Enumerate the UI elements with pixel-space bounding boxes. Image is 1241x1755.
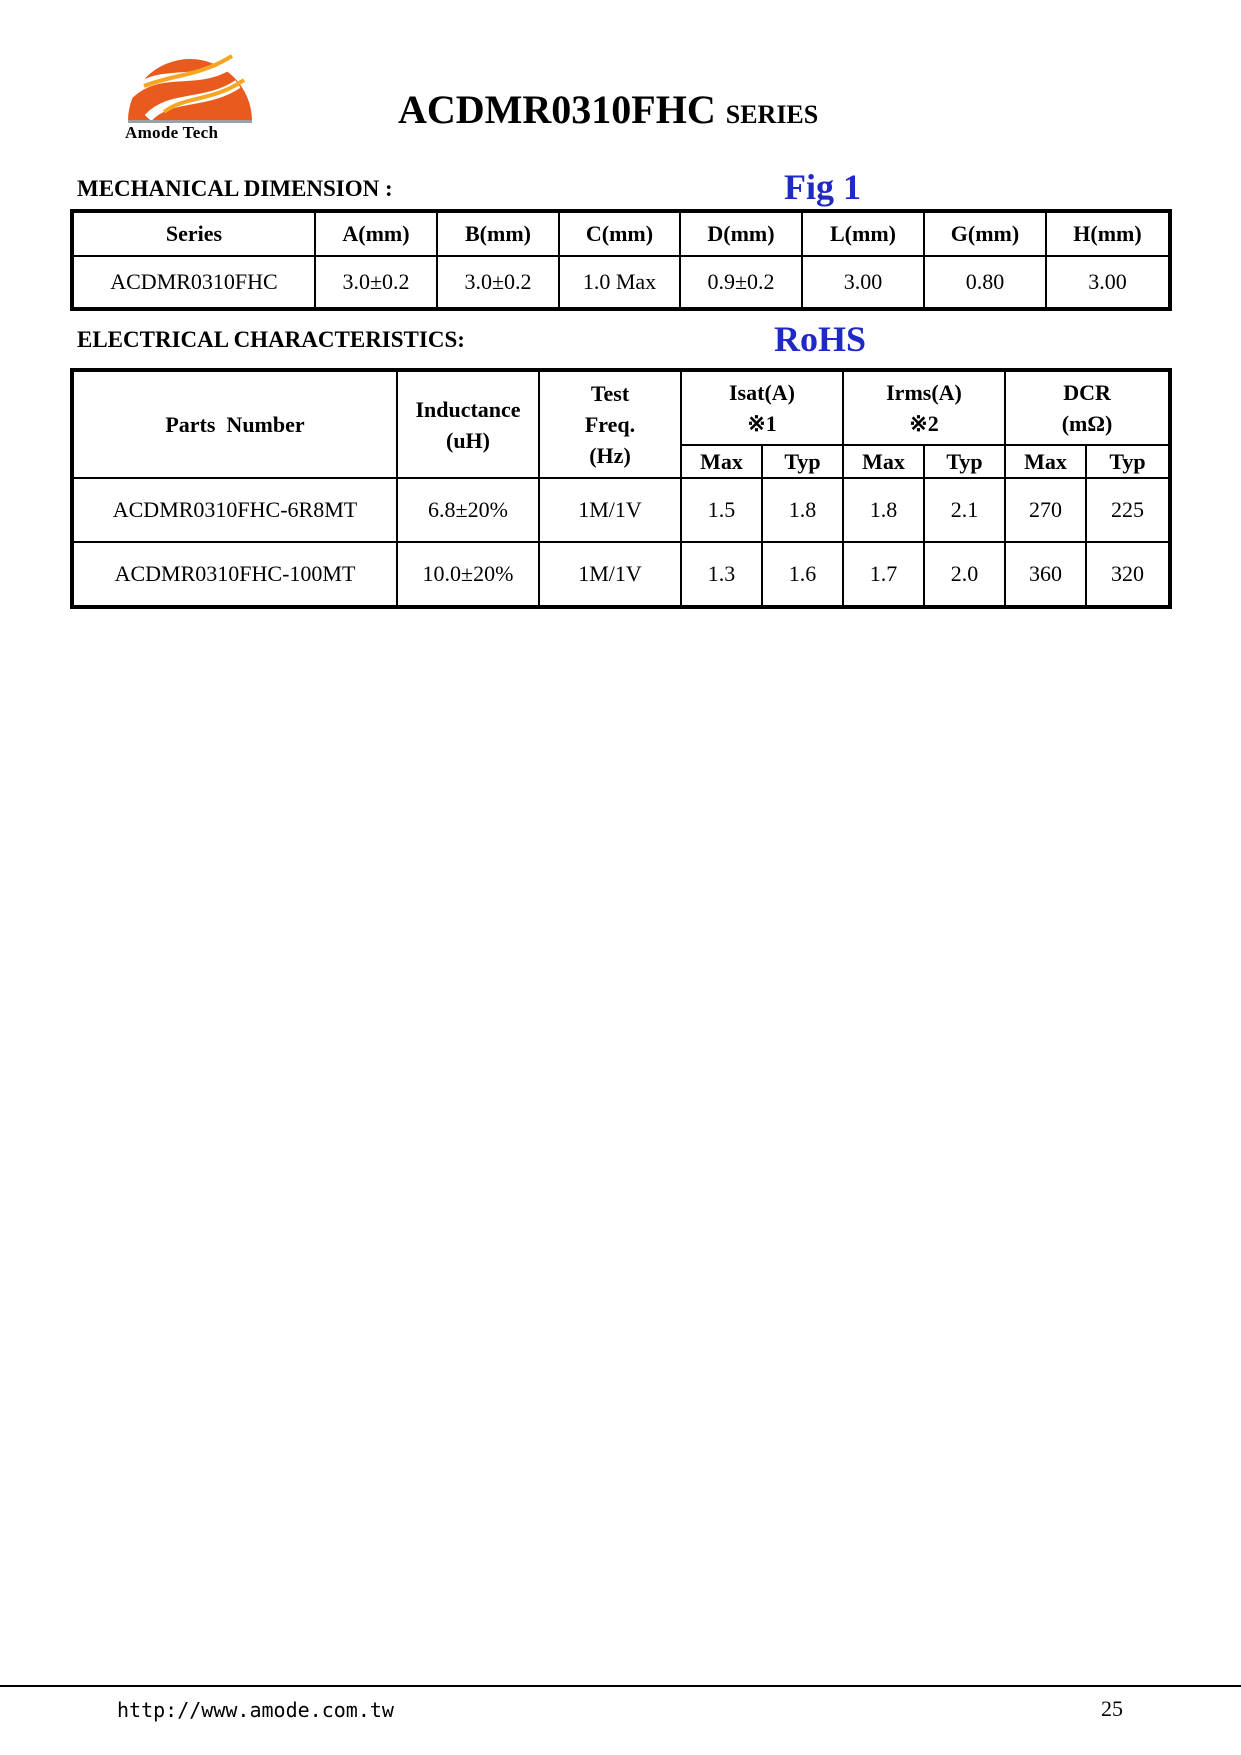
fig-label: Fig 1: [784, 167, 861, 207]
table-cell: 2.0: [924, 542, 1005, 606]
elec-col-isat: Isat(A) ※1: [681, 371, 843, 445]
table-cell: 3.00: [802, 256, 924, 308]
table-cell: 10.0±20%: [397, 542, 539, 606]
footer-divider: [0, 1685, 1241, 1687]
mech-col-series: Series: [73, 212, 315, 256]
elec-col-inductance: Inductance (uH): [397, 371, 539, 478]
table-cell: 1.8: [843, 478, 924, 542]
elec-col-test-freq: Test Freq. (Hz): [539, 371, 681, 478]
table-cell: 2.1: [924, 478, 1005, 542]
table-cell: ACDMR0310FHC-100MT: [73, 542, 397, 606]
mech-header-row: [73, 212, 1169, 256]
table-cell: 1M/1V: [539, 542, 681, 606]
dcr-max-header: Max: [1005, 445, 1086, 478]
table-cell: 3.0±0.2: [315, 256, 437, 308]
mech-col-g: G(mm): [924, 212, 1046, 256]
table-cell: 225: [1086, 478, 1169, 542]
table-cell: 1.8: [762, 478, 843, 542]
document-title: [398, 86, 818, 133]
elec-col-irms: Irms(A) ※2: [843, 371, 1005, 445]
elec-col-part-number: Parts Number: [73, 371, 397, 478]
rohs-label: RoHS: [774, 319, 867, 359]
table-cell: 3.0±0.2: [437, 256, 559, 308]
table-cell: 1.3: [681, 542, 762, 606]
table-cell: 1.0 Max: [559, 256, 680, 308]
mech-col-b: B(mm): [437, 212, 559, 256]
footer-url: http://www.amode.com.tw: [117, 1698, 394, 1722]
table-cell: 1.5: [681, 478, 762, 542]
irms-max-header: Max: [843, 445, 924, 478]
table-cell: ACDMR0310FHC-6R8MT: [73, 478, 397, 542]
mech-col-h: H(mm): [1046, 212, 1169, 256]
title-series-word: SERIES: [725, 100, 819, 129]
dcr-typ-header: Typ: [1086, 445, 1169, 478]
electrical-heading: ELECTRICAL CHARACTERISTICS:: [77, 327, 465, 352]
logo-wordmark: Amode Tech: [125, 123, 219, 142]
table-cell: 3.00: [1046, 256, 1169, 308]
table-cell: 320: [1086, 542, 1169, 606]
table-cell: 270: [1005, 478, 1086, 542]
table-cell: 0.9±0.2: [680, 256, 802, 308]
table-cell: 1.6: [762, 542, 843, 606]
table-cell: 6.8±20%: [397, 478, 539, 542]
mech-col-l: L(mm): [802, 212, 924, 256]
table-cell: 1M/1V: [539, 478, 681, 542]
mechanical-dimension-table: [72, 211, 1170, 309]
elec-header-row: [73, 371, 1169, 445]
isat-max-header: Max: [681, 445, 762, 478]
table-row: [73, 256, 1169, 308]
isat-typ-header: Typ: [762, 445, 843, 478]
irms-typ-header: Typ: [924, 445, 1005, 478]
table-cell: 360: [1005, 542, 1086, 606]
mech-col-c: C(mm): [559, 212, 680, 256]
table-cell: 1.7: [843, 542, 924, 606]
electrical-characteristics-table: [72, 370, 1170, 607]
mech-col-a: A(mm): [315, 212, 437, 256]
elec-col-dcr: DCR (mΩ): [1005, 371, 1169, 445]
table-cell: ACDMR0310FHC: [73, 256, 315, 308]
title-part-number: ACDMR0310FHC: [398, 87, 716, 132]
page-number: 25: [1101, 1696, 1123, 1721]
mech-col-d: D(mm): [680, 212, 802, 256]
table-cell: 0.80: [924, 256, 1046, 308]
table-row: [73, 542, 1169, 606]
mechanical-heading: MECHANICAL DIMENSION :: [77, 176, 393, 201]
table-row: [73, 478, 1169, 542]
